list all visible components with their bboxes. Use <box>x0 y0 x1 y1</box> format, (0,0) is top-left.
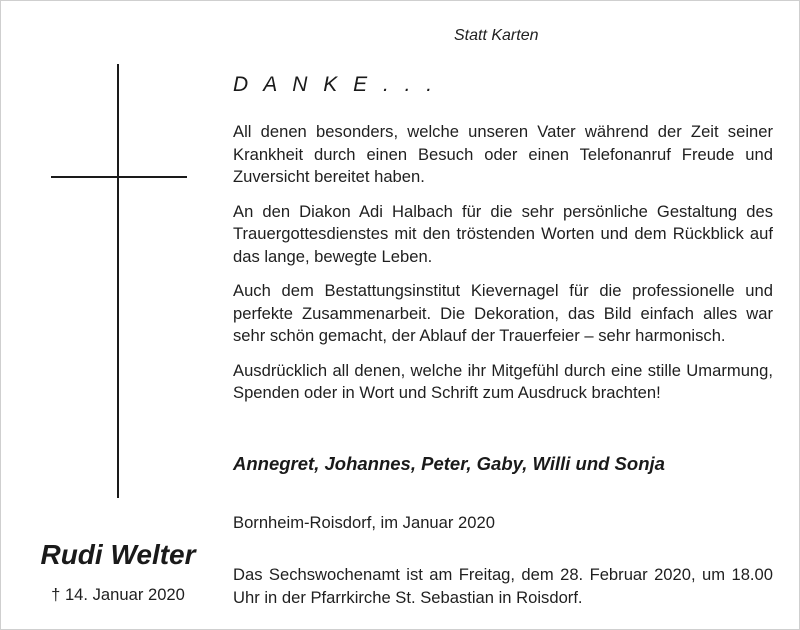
deceased-name: Rudi Welter <box>40 539 196 570</box>
signers: Annegret, Johannes, Peter, Gaby, Willi und Sonja <box>233 453 665 474</box>
thanks-paragraph-1: All denen besonders, welche unseren Vater während der Zeit seiner Krankheit durch einen Besuch oder einen Telefonanruf Freude und Zuversicht bereitet haben. <box>233 122 773 186</box>
thanks-body <box>233 121 773 417</box>
memorial-mass-notice: Das Sechswochenamt ist am Freitag, dem 28. Februar 2020, um 18.00 Uhr in der Pfarrkirche St. Sebastian in Roisdorf. <box>233 565 773 607</box>
thanks-paragraph-3: Auch dem Bestattungsinstitut Kievernagel für die professionelle und perfekte Zusammenarbeit. Die Dekoration, das Bild einfach alles war sehr schön gemacht, der Ablauf der Trauerfeier – sehr harmonisch. <box>233 281 773 345</box>
headline-danke: D A N K E . . . <box>233 73 438 96</box>
place-date: Bornheim-Roisdorf, im Januar 2020 <box>233 513 495 532</box>
cross-vertical-bar <box>117 64 119 498</box>
thanks-paragraph-4: Ausdrücklich all denen, welche ihr Mitgefühl durch eine stille Umarmung, Spenden oder in Wort und Schrift zum Ausdruck brachten! <box>233 360 773 402</box>
thanks-paragraph-2: An den Diakon Adi Halbach für die sehr persönliche Gestaltung des Trauergottesdienstes mit den tröstenden Worten und dem Rückblick auf das lange, bewegte Leben. <box>233 201 773 266</box>
death-date: † 14. Januar 2020 <box>51 585 185 604</box>
statt-karten-label: Statt Karten <box>454 27 539 44</box>
cross-horizontal-bar <box>51 176 187 178</box>
